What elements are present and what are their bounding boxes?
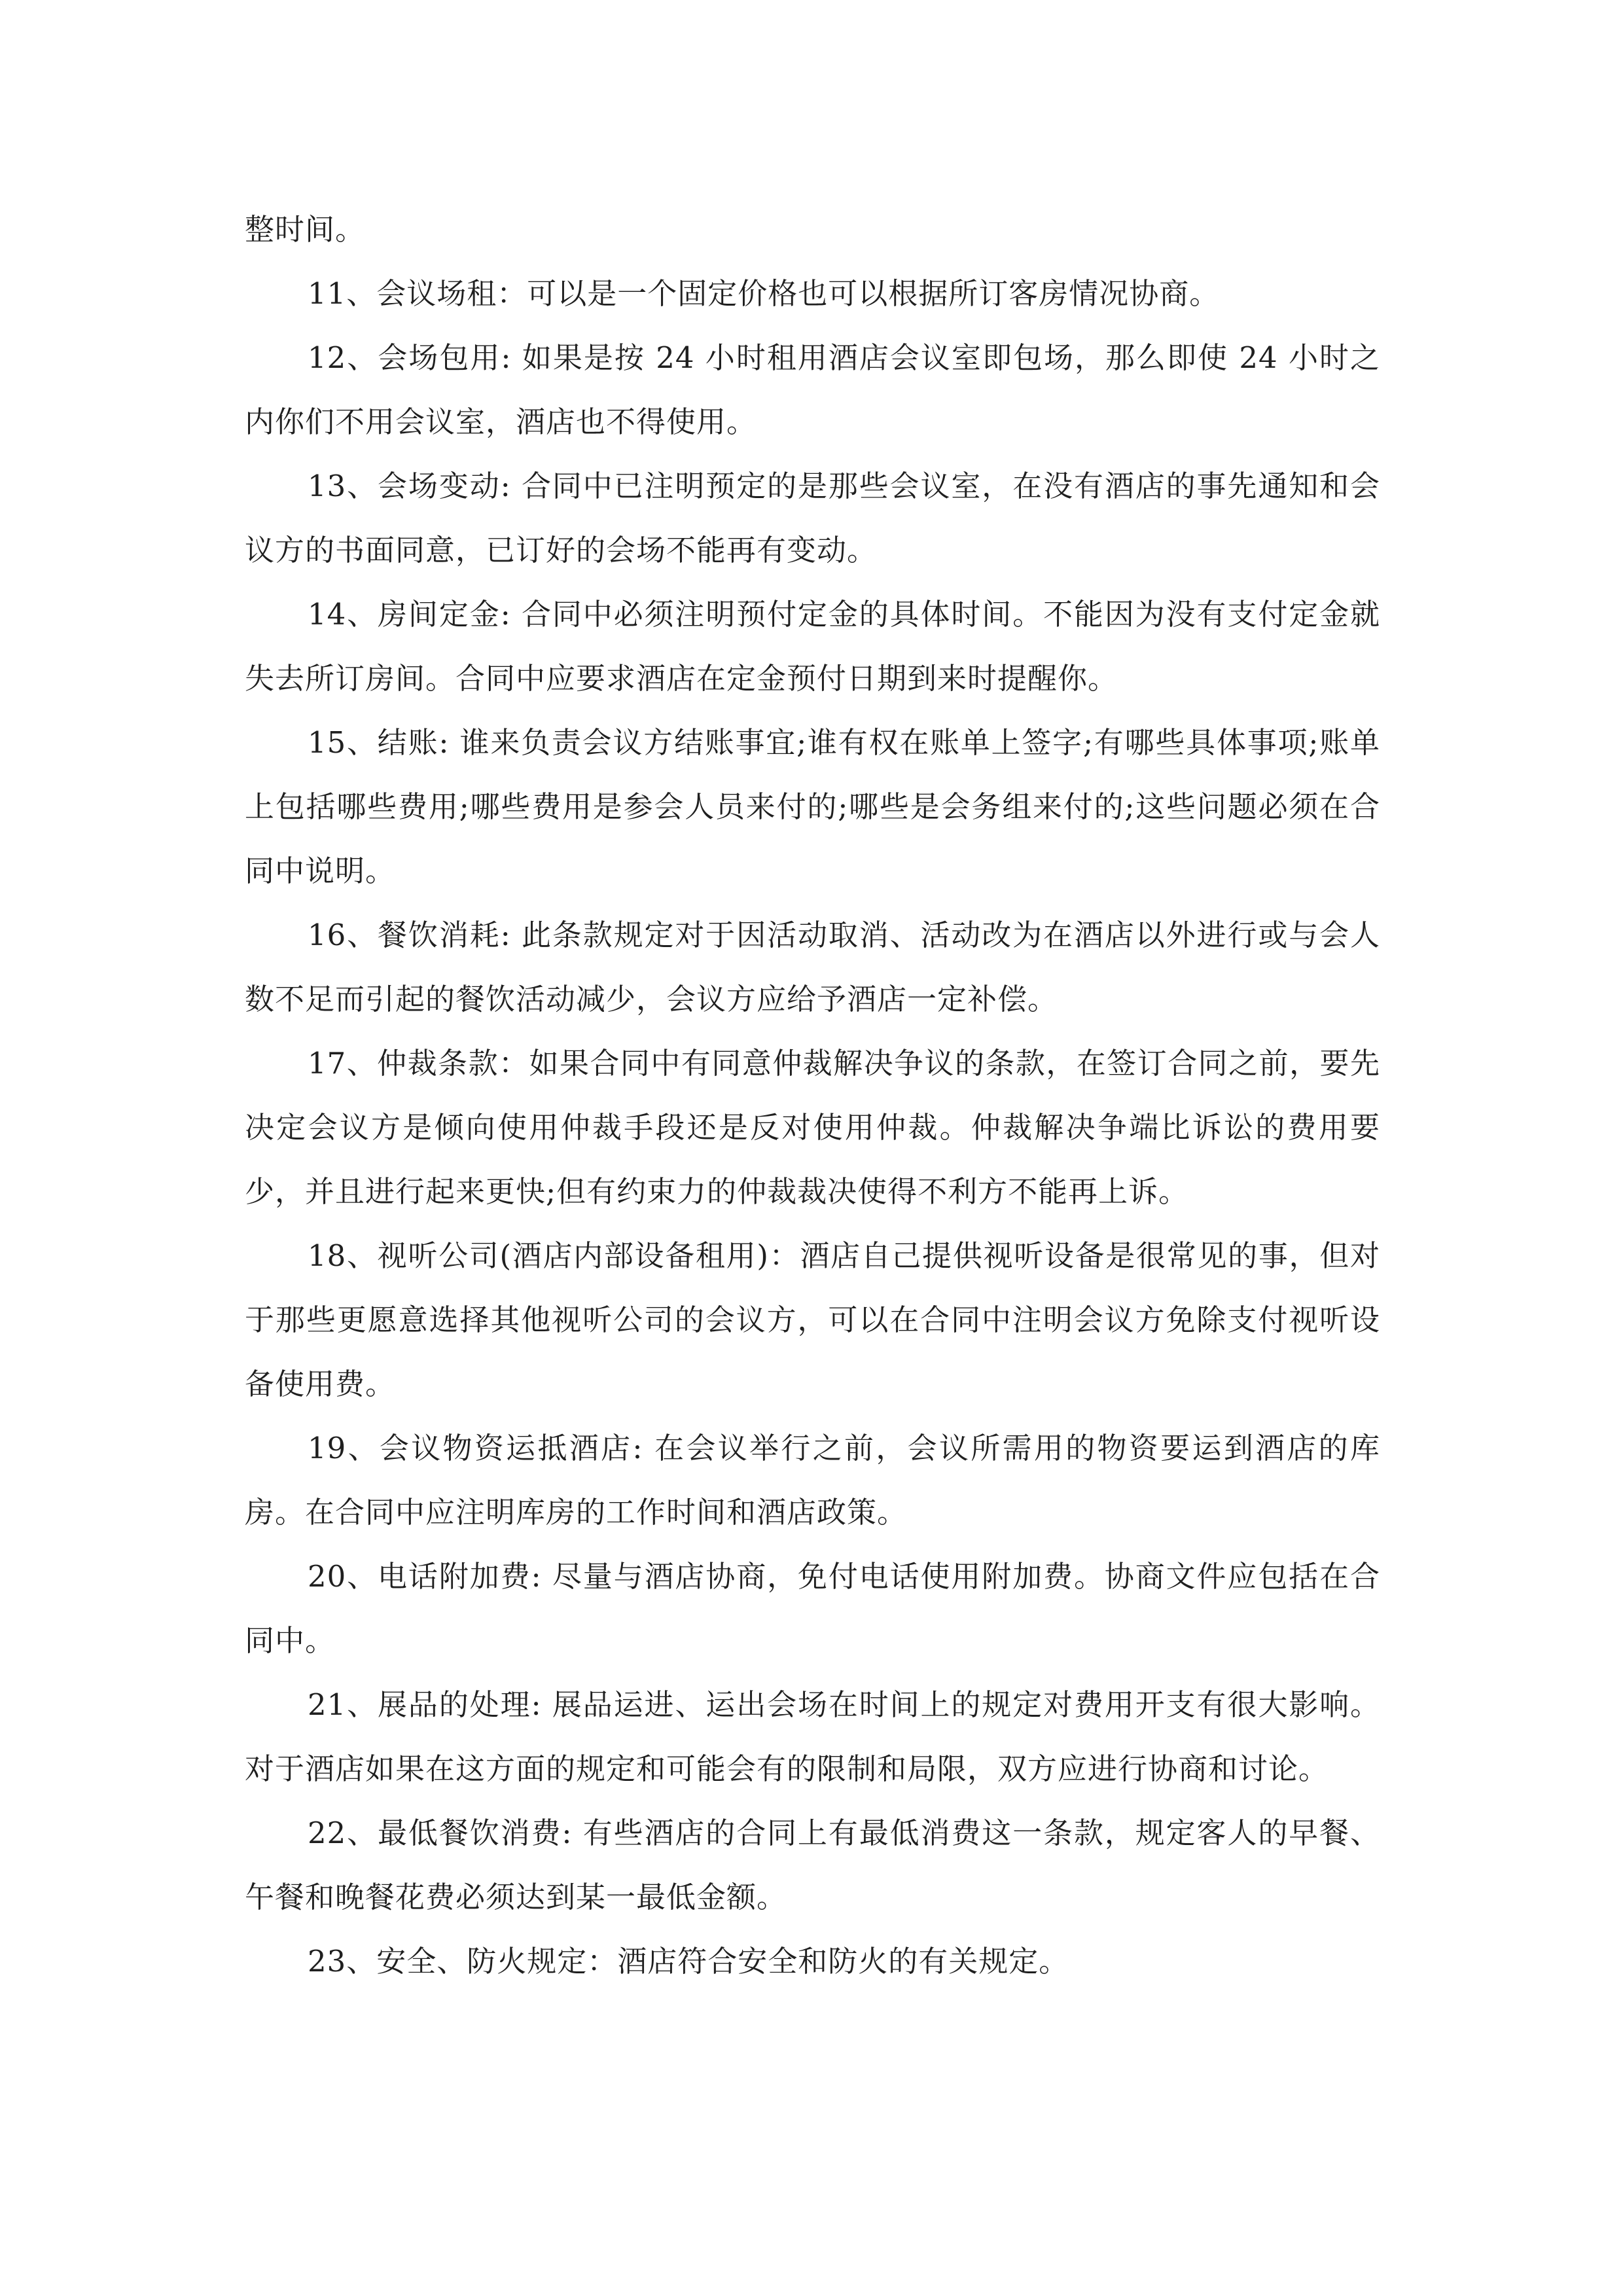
clause-13-venue-change: 13、会场变动: 合同中已注明预定的是那些会议室，在没有酒店的事先通知和会议方的书面同意，已订好的会场不能再有变动。 xyxy=(245,469,1380,567)
clause-18-audiovisual: 18、视听公司(酒店内部设备租用)：酒店自己提供视听设备是很常见的事，但对于那些更愿意选择其他视听公司的会议方，可以在合同中注明会议方免除支付视听设备使用费。 xyxy=(245,1238,1380,1401)
clause-15-billing: 15、结账: 谁来负责会议方结账事宜;谁有权在账单上签字;有哪些具体事项;账单上包括哪些费用;哪些费用是参会人员来付的;哪些是会务组来付的;这些问题必须在合同中说明。 xyxy=(245,725,1380,888)
clause-22-minimum-catering: 22、最低餐饮消费: 有些酒店的合同上有最低消费这一条款，规定客人的早餐、午餐和晚餐花费必须达到某一最低金额。 xyxy=(245,1816,1380,1914)
clause-23-safety-fire: 23、安全、防火规定：酒店符合安全和防火的有关规定。 xyxy=(308,1944,1069,1979)
clause-14-room-deposit: 14、房间定金: 合同中必须注明预付定金的具体时间。不能因为没有支付定金就失去所订房间。合同中应要求酒店在定金预付日期到来时提醒你。 xyxy=(245,597,1380,696)
clause-11-venue-rent: 11、会议场租：可以是一个固定价格也可以根据所订客房情况协商。 xyxy=(308,276,1220,311)
clause-16-catering-attrition: 16、餐饮消耗: 此条款规定对于因活动取消、活动改为在酒店以外进行或与会人数不足而引起的餐饮活动减少，会议方应给予酒店一定补偿。 xyxy=(245,918,1380,1016)
clause-21-exhibit-handling: 21、展品的处理: 展品运进、运出会场在时间上的规定对费用开支有很大影响。对于酒店如果在这方面的规定和可能会有的限制和局限，双方应进行协商和讨论。 xyxy=(245,1687,1380,1786)
paragraph-continuation: 整时间。 xyxy=(245,212,366,247)
document-body xyxy=(245,198,1380,1994)
clause-12-exclusive-venue: 12、会场包用: 如果是按 24 小时租用酒店会议室即包场，那么即使 24 小时之内你们不用会议室，酒店也不得使用。 xyxy=(245,340,1380,439)
clause-20-phone-surcharge: 20、电话附加费: 尽量与酒店协商，免付电话使用附加费。协商文件应包括在合同中。 xyxy=(245,1559,1380,1658)
clause-17-arbitration: 17、仲裁条款：如果合同中有同意仲裁解决争议的条款，在签订合同之前，要先决定会议方是倾向使用仲裁手段还是反对使用仲裁。仲裁解决争端比诉讼的费用要少，并且进行起来更快;但有约束力的仲裁裁决使得不利方不能再上诉。 xyxy=(245,1046,1380,1209)
clause-19-materials-delivery: 19、会议物资运抵酒店: 在会议举行之前，会议所需用的物资要运到酒店的库房。在合同中应注明库房的工作时间和酒店政策。 xyxy=(245,1431,1380,1530)
